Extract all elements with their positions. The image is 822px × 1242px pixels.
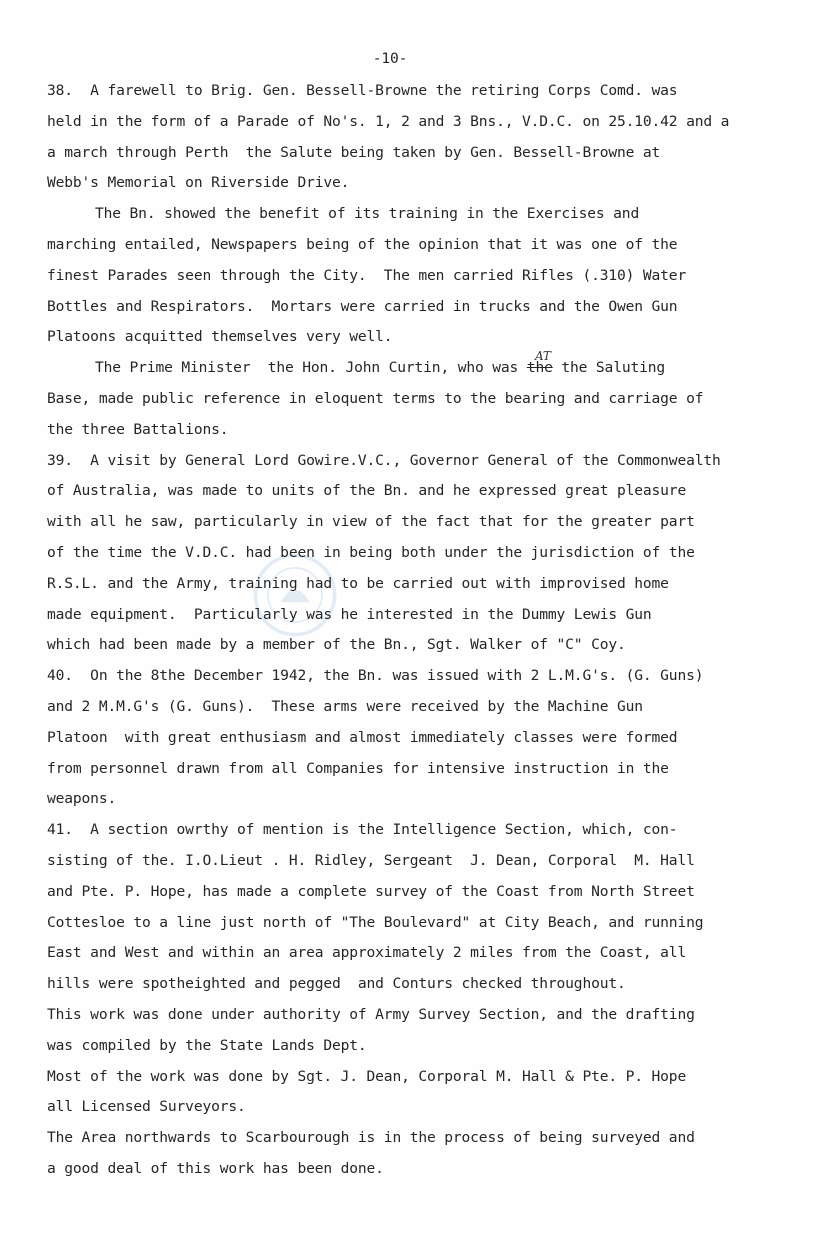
text-line: of Australia, was made to units of the Bn. and he expressed great pleasure (47, 482, 687, 500)
text-line: Cottesloe to a line just north of "The Boulevard" at City Beach, and running (47, 913, 704, 931)
text-line: East and West and within an area approximately 2 miles from the Coast, all (47, 944, 687, 962)
text-line: Platoons acquitted themselves very well. (47, 328, 393, 346)
text-line: a good deal of this work has been done. (47, 1159, 384, 1177)
text-line: weapons. (47, 790, 117, 808)
text-line: R.S.L. and the Army, training had to be carried out with improvised home (47, 574, 669, 592)
text-line: The Area northwards to Scarbourough is in the process of being surveyed and (47, 1129, 695, 1147)
text-line: made equipment. Particularly was he interested in the Dummy Lewis Gun (47, 605, 652, 623)
text-line: with all he saw, particularly in view of the fact that for the greater part (47, 513, 695, 531)
text-line: 40. On the 8the December 1942, the Bn. was issued with 2 L.M.G's. (G. Guns) (47, 667, 704, 685)
text-line: Most of the work was done by Sgt. J. Dean, Corporal M. Hall & Pte. P. Hope (47, 1067, 687, 1085)
text-line: of the time the V.D.C. had been in being both under the jurisdiction of the (47, 543, 695, 561)
handwritten-correction: AT (535, 349, 551, 363)
struck-word: the (526, 359, 553, 377)
text-line: Bottles and Respirators. Mortars were carried in trucks and the Owen Gun (47, 297, 678, 315)
text-line: This work was done under authority of Army Survey Section, and the drafting (47, 1005, 695, 1023)
document-body (47, 76, 795, 1185)
text-line: Webb's Memorial on Riverside Drive. (47, 174, 350, 192)
text-line: finest Parades seen through the City. The men carried Rifles (.310) Water (47, 266, 687, 284)
text-line: a march through Perth the Salute being taken by Gen. Bessell-Browne at (47, 143, 661, 161)
text-line: hills were spotheighted and pegged and Conturs checked throughout. (47, 975, 626, 993)
text-line: and Pte. P. Hope, has made a complete survey of the Coast from North Street (47, 882, 695, 900)
text-line: Platoon with great enthusiasm and almost immediately classes were formed (47, 728, 678, 746)
text-line: was compiled by the State Lands Dept. (47, 1036, 367, 1054)
text-line: 39. A visit by General Lord Gowire.V.C., Governor General of the Commonwealth (47, 451, 721, 469)
text-line: The Bn. showed the benefit of its training in the Exercises and (95, 205, 640, 223)
text-line: The Prime Minister the Hon. John Curtin, who was the the Saluting (95, 359, 666, 377)
text-line: Base, made public reference in eloquent terms to the bearing and carriage of (47, 389, 704, 407)
text-line: marching entailed, Newspapers being of the opinion that it was one of the (47, 235, 678, 253)
text-line: sisting of the. I.O.Lieut . H. Ridley, Sergeant J. Dean, Corporal M. Hall (47, 851, 695, 869)
text-line: 41. A section owrthy of mention is the Intelligence Section, which, con- (47, 821, 678, 839)
text-line: held in the form of a Parade of No's. 1, 2 and 3 Bns., V.D.C. on 25.10.42 and a (47, 112, 730, 130)
text-line: all Licensed Surveyors. (47, 1098, 246, 1116)
text-line: the three Battalions. (47, 420, 229, 438)
page-number: -10- (372, 50, 408, 67)
text-line: which had been made by a member of the Bn., Sgt. Walker of "C" Coy. (47, 636, 626, 654)
text-line: and 2 M.M.G's (G. Guns). These arms were received by the Machine Gun (47, 697, 643, 715)
text-line: 38. A farewell to Brig. Gen. Bessell-Browne the retiring Corps Comd. was (47, 82, 678, 99)
text-line: from personnel drawn from all Companies for intensive instruction in the (47, 759, 669, 777)
